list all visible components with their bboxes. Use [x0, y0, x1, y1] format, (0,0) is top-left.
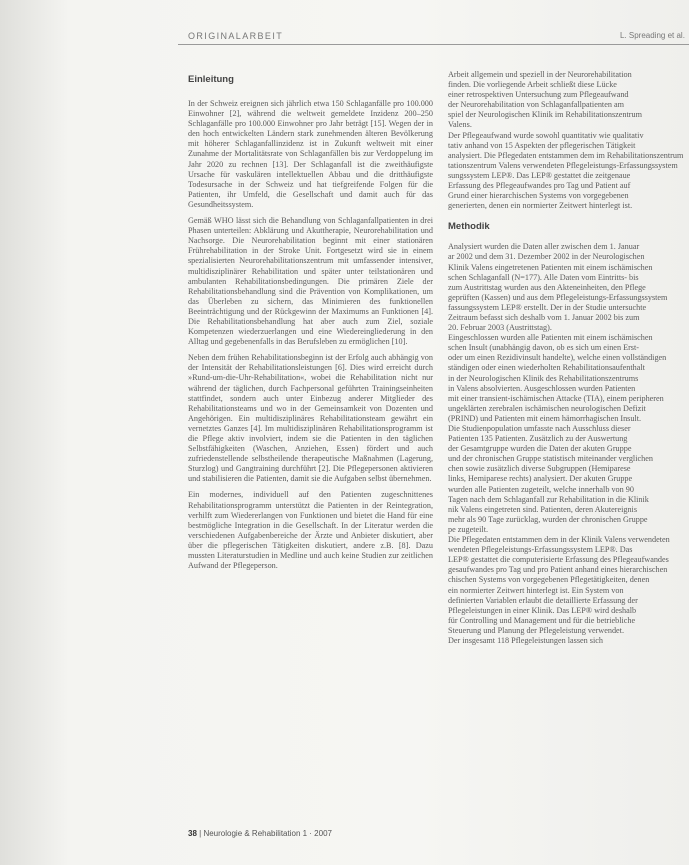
body-line: Patienten 135 Patienten. Zusätzlich zu der Auswertung [448, 434, 628, 444]
body-line: schen Insult (unabhängig davon, ob es sich um einen Erst- [448, 343, 639, 353]
journal-name: Neurologie & Rehabilitation 1 · 2007 [203, 829, 332, 838]
section-heading-einleitung: Einleitung [188, 74, 234, 85]
body-line: wurden alle Patienten zugeteilt, welche innerhalb von 90 [448, 484, 634, 494]
body-line: ar 2002 und dem 31. Dezember 2002 in der Neurologischen [448, 252, 645, 262]
body-line: zum Austrittstag wurden aus den Akteneinheiten, den Pflege [448, 282, 646, 292]
body-paragraph: Neben dem frühen Rehabilitationsbeginn ist der Erfolg auch abhängig von der Intensität der Rehabilitationsleistungen [6]. Dies wird erreicht durch »Rund-um-die-Uhr-Rehabilitation«, wobei die Rehabilitation nicht nur während der täglichen, durch Fachpersonal geführten Trainingseinheiten stattfindet, sondern auch unter Einbezug anderer Mitglieder des Rehabilitationsteams und wo in der Gemeinsamkeit von Dozenten und Angehörigen. Ein multidisziplinäres Rehabilitationsteam gewährt ein vernetztes Ganzes [4]. Im multidisziplinären Rehabilitationsprogramm ist die Pflege aktiv involviert, indem sie die Patienten in den täglichen Selbstfähigkeiten (Waschen, Anziehen, Essen) fördert und auch zufriedenstellende selbstheilende therapeutische Maßnahmen (Lagerung, Sturzlog) und Gangtraining durchführt [2]. Die Pflegepersonen aktivieren und stabilisieren die Patienten, damit sie die Aufgaben selbst übernehmen. [188, 353, 433, 484]
left-column [188, 74, 433, 816]
body-line: Erfassung des Pflegeaufwandes pro Tag und Patient auf [448, 181, 631, 191]
body-line: Analysiert wurden die Daten aller zwischen dem 1. Januar [448, 242, 640, 252]
running-head: L. Spreading et al. [620, 31, 685, 40]
body-line: Der insgesamt 118 Pflegeleistungen lassen sich [448, 635, 603, 645]
body-line: oder um einen Rezidivinsult handelte), welche einen vollständigen [448, 353, 667, 363]
body-line: generierten, denen ein normierter Zeitwert hinterlegt ist. [448, 201, 633, 211]
body-line: ein normierter Zeitwert hinterlegt ist. Ein System von [448, 585, 624, 595]
right-column [448, 70, 689, 830]
body-line: LEP® gestattet die computerisierte Erfassung des Pflegeaufwandes [448, 555, 669, 565]
body-line: Die Pflegedaten entstammen dem in der Klinik Valens verwendeten [448, 535, 670, 545]
body-line: geprüften (Kassen) und aus dem Pflegeleistungs-Erfassungssystem [448, 292, 668, 302]
body-line: und der chronischen Gruppe statistisch miteinander verglichen [448, 454, 653, 464]
section-heading-methodik: Methodik [448, 221, 490, 233]
body-line: ungeklärten zerebralen ischämischen neurologischen Defizit [448, 403, 646, 413]
body-paragraph: Ein modernes, individuell auf den Patienten zugeschnittenes Rehabilitationsprogramm unterstützt die Patienten in der Reintegration, verhilft zum Wiedererlangen von Funktionen und bietet die Hand für eine bestmögliche Integration in die Gesellschaft. In der Literatur werden die verschiedenen Aufgabenbereiche der Ärzte und Anbieter diskutiert, aber über die pflegerischen Tätigkeiten diskutiert, andere z.B. [8]. Dazu mussten Literaturstudien in Medline und auch keine Studien zur zeitlichen Aufwand der Pflegeperson. [188, 490, 433, 571]
body-line: pe zugeteilt. [448, 524, 489, 534]
body-line: chischen Systems von vorgegebenen Pflegetätigkeiten, denen [448, 575, 650, 585]
body-line: schen Schlaganfall (N=177). Alle Daten vom Eintritts- bis [448, 272, 639, 282]
page-footer [188, 829, 332, 838]
body-line: Klinik Valens eingetretenen Patienten mit einem ischämischen [448, 262, 653, 272]
body-line: mehr als 90 Tage zurücklag, wurden der chronischen Gruppe [448, 514, 648, 524]
body-line: Die Studienpopulation umfasste nach Ausschluss dieser [448, 424, 631, 433]
header-rule [178, 44, 689, 45]
body-line: chen sowie zusätzlich diverse Subgruppen (Hemiparese [448, 464, 631, 474]
footer-separator: | [199, 829, 204, 838]
body-line: sungssystem LEP®. Das LEP® gestattet die zeitgenaue [448, 170, 631, 180]
body-line: Valens. [448, 120, 472, 130]
body-line: Pflegeleistungen in einer Klinik. Das LEP® wird deshalb [448, 605, 637, 615]
body-line: der Neurorehabilitation von Schlaganfallpatienten am [448, 100, 624, 110]
section-label: ORIGINALARBEIT [188, 31, 284, 41]
body-line: tativ anhand von 15 Aspekten der pflegerischen Tätigkeit [448, 140, 636, 150]
method-text [448, 242, 689, 646]
body-line: Grund einer hierarchischen Systems von vorgegebenen [448, 191, 629, 201]
body-line: Steuerung und Planung der Pflegeleistung verwendet. [448, 625, 624, 635]
body-line: spiel der Neurologischen Klinik im Rehabilitationszentrum [448, 110, 642, 120]
body-paragraph: Gemäß WHO lässt sich die Behandlung von Schlaganfallpatienten in drei Phasen unterteilen: Abklärung und Akuttherapie, Neurorehabilitation und Nachsorge. Die Neurorehabilitation beginnt mit einer stationären Frührehabilitation in der Stroke Unit. Fortgesetzt wird sie in einem spezialisierten Neurorehabilitationszentrum mit umfassender intensiver, multidisziplinärer Rehabilitation und später unter teilstationären und ambulanten Rehabilitationsbedingungen. Die primären Ziele der Rehabilitationsbehandlung sind die Prävention von Komplikationen, um das Überleben zu sichern, das Minimieren des funktionellen Beeinträchtigung und der Rückgewinn der Maximums an Funktionen [4]. Die Rehabilitationsbehandlung hat aber auch zum Ziel, soziale Kompetenzen wiederzuerlangen und eine Wiedereingliederung in den Alltag und gegebenenfalls in das Berufsleben zu ermöglichen [10]. [188, 216, 433, 347]
body-line: links, Hemiparese rechts) analysiert. Der akuten Gruppe [448, 474, 633, 484]
body-line: Eingeschlossen wurden alle Patienten mit einem ischämischen [448, 333, 653, 343]
body-line: mit einer transient-ischämischen Attacke (TIA), einem peripheren [448, 393, 664, 403]
body-line: analysiert. Die Pflegedaten entstammen dem im Rehabilitationszentrum [448, 150, 684, 160]
body-line: nik Valens eingetreten sind. Patienten, deren Akutereignis [448, 504, 638, 514]
body-line: der Gesamtgruppe wurden die Daten der akuten Gruppe [448, 444, 632, 454]
body-line: in der Neurologischen Klinik des Rehabilitationszentrums [448, 373, 639, 383]
body-line: Der Pflegeaufwand wurde sowohl quantitativ wie qualitativ [448, 130, 644, 140]
body-line: finden. Die vorliegende Arbeit schließt diese Lücke [448, 80, 617, 90]
body-line: in Valens absolvierten. Ausgeschlossen wurden Patienten [448, 383, 636, 393]
body-line: für Controlling und Management und für die betriebliche [448, 615, 636, 625]
body-line: 20. Februar 2003 (Austrittstag). [448, 323, 552, 333]
body-line: Arbeit allgemein und speziell in der Neurorehabilitation [448, 70, 632, 79]
body-paragraph: In der Schweiz ereignen sich jährlich etwa 150 Schlaganfälle pro 100.000 Einwohner [2], während die weltweit gemeldete Inzidenz 200–250 Schlaganfälle pro 100.000 Einwohner pro Jahr beträgt [15]. Wegen der in den hoch entwickelten Ländern stark zunehmenden älteren Bevölkerung mit höherer Schlaganfallinzidenz ist in Zukunft weltweit mit einer Zunahme der Mortalitätsrate von Schlaganfällen bis zur Verdoppelung im Jahr 2020 zu rechnen [13]. Der Schlaganfall ist die zweithäufigste Ursache für vaskulären intellektuellen Abbau und die dritthäufigste Todesursache in der Schweiz und hat tiefgreifende Folgen für die Patienten, ihr Umfeld, die Gesellschaft und damit auch für das Gesundheitssystem. [188, 99, 433, 209]
body-line: definierten Variablen erlaubt die detaillierte Erfassung der [448, 595, 638, 605]
body-line: tationszentrum Valens verwendeten Pflegeleistungs-Erfassungssystem [448, 160, 678, 170]
body-line: Tagen nach dem Schlaganfall zur Rehabilitation in die Klinik [448, 494, 649, 504]
body-line: ständigen oder einen wiederholten Rehabilitationsaufenthalt [448, 363, 645, 373]
intro-text [448, 70, 689, 211]
body-line: Zeitraum befasst sich deshalb vom 1. Januar 2002 bis zum [448, 312, 640, 322]
body-line: einer retrospektiven Untersuchung zum Pflegeaufwand [448, 90, 629, 100]
body-line: (PRIND) und Patienten mit einem hämorrhagischen Insult. [448, 413, 642, 423]
body-line: fassungssystem LEP® erstellt. Der in der Studie untersuchte [448, 302, 647, 312]
page-number: 38 [188, 829, 197, 838]
body-line: gesaufwandes pro Tag und pro Patient anhand eines hierarchischen [448, 565, 668, 575]
body-line: wendeten Pflegeleistungs-Erfassungssystem LEP®. Das [448, 545, 633, 555]
